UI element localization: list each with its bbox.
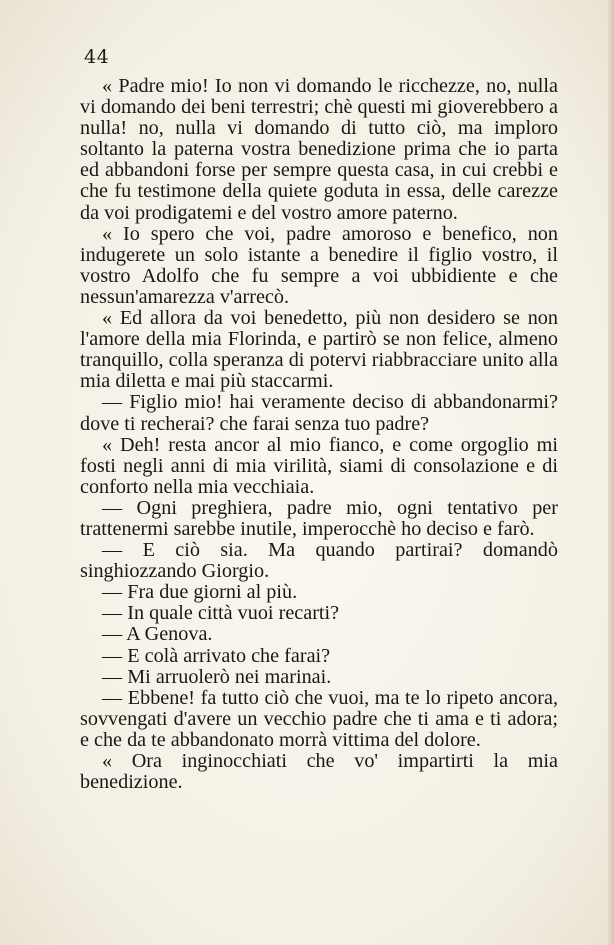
paragraph-14: « Ora inginocchiati che vo' impartirti la mia benedizione.	[80, 750, 558, 794]
paragraph-6: — Ogni preghiera, padre mio, ogni tentativo per trattenermi sarebbe inutile, imperocchè ho deciso e farò.	[80, 496, 558, 540]
paragraph-1: « Padre mio! Io non vi domando le ricchezze, no, nulla vi domando dei beni terrestri; chè questi mi gioverebbero a nulla! no, nulla vi domando di tutto ciò, ma imploro soltanto la paterna vostra benedizione prima che io parta ed abbandoni forse per sempre questa casa, in cui crebbi e che fu testimone della quiete goduta in essa, delle carezze da voi prodigatemi e del vostro amore paterno.	[80, 75, 558, 224]
paragraph-13: — Ebbene! fa tutto ciò che vuoi, ma te lo ripeto ancora, sovvengati d'avere un vecchio padre che ti ama e ti adora; e che da te abbandonato morrà vittima del dolore.	[80, 686, 558, 751]
paragraph-3: « Ed allora da voi benedetto, più non desidero se non l'amore della mia Florinda, e partirò se non felice, almeno tranquillo, colla speranza di potervi riabbracciare unito alla mia diletta e mai più staccarmi.	[80, 307, 558, 393]
paragraph-7: — E ciò sia. Ma quando partirai? domandò singhiozzando Giorgio.	[80, 539, 558, 583]
paragraph-8: — Fra due giorni al più.	[102, 581, 298, 604]
paragraph-12: — Mi arruolerò nei marinai.	[102, 665, 332, 688]
paragraph-11: — E colà arrivato che farai?	[102, 644, 331, 667]
paragraph-4: — Figlio mio! hai veramente deciso di abbandonarmi? dove ti recherai? che farai senza tuo padre?	[80, 391, 558, 435]
paragraph-5: « Deh! resta ancor al mio fianco, e come orgoglio mi fosti negli anni di mia virilità, siami di consolazione e di conforto nella mia vecchiaia.	[80, 433, 558, 498]
page-edge-shadow	[608, 0, 614, 945]
body-text	[80, 76, 558, 793]
paragraph-9: — In quale città vuoi recarti?	[102, 602, 340, 625]
paragraph-2: « Io spero che voi, padre amoroso e benefico, non indugerete un solo istante a benedire il figlio vostro, il vostro Adolfo che fu sempre a voi ubbidiente e che nessun'amarezza v'arrecò.	[80, 222, 558, 308]
page-number: 44	[84, 46, 110, 68]
paragraph-10: — A Genova.	[102, 623, 213, 646]
